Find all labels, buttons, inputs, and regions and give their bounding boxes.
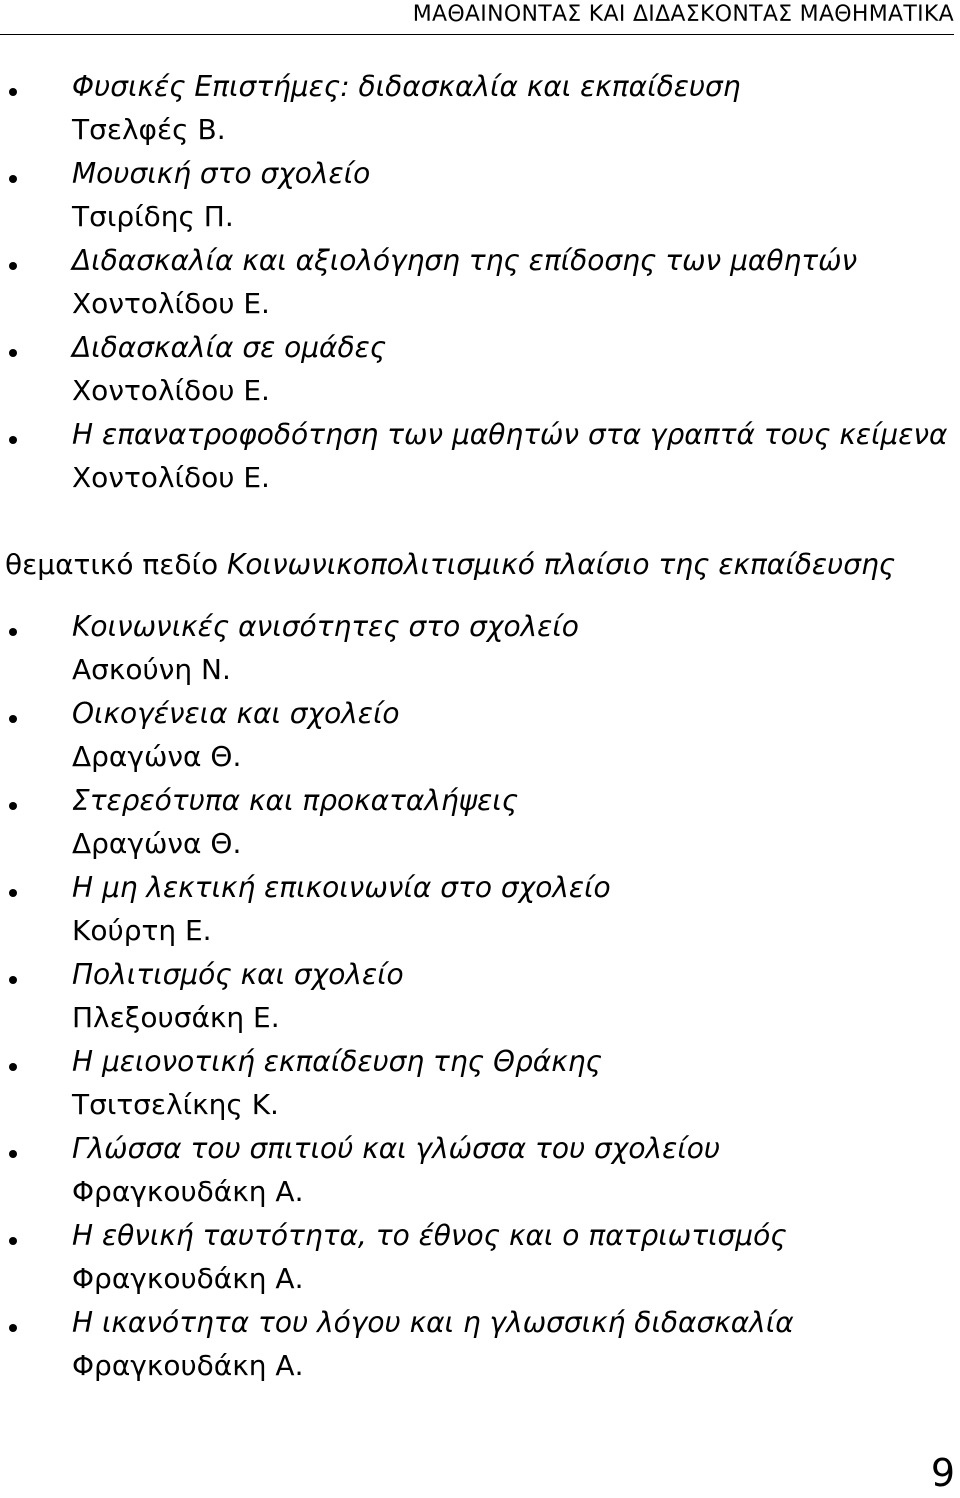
item-title: Οικογένεια και σχολείο bbox=[72, 697, 400, 730]
item-author: Χοντολίδου Ε. bbox=[72, 374, 270, 407]
item-title: Διδασκαλία και αξιολόγηση της επίδοσης των μαθητών bbox=[72, 244, 858, 277]
item-title: Η μειονοτική εκπαίδευση της Θράκης bbox=[72, 1045, 602, 1078]
item-author: Φραγκουδάκη Α. bbox=[72, 1349, 304, 1382]
bullet-icon bbox=[9, 1237, 17, 1245]
item-title: Γλώσσα του σπιτιού και γλώσσα του σχολείου bbox=[72, 1132, 721, 1165]
list-item bbox=[0, 779, 960, 869]
running-header bbox=[0, 0, 954, 35]
list-item bbox=[0, 866, 960, 956]
item-title: Η εθνική ταυτότητα, το έθνος και ο πατριωτισμός bbox=[72, 1219, 787, 1252]
item-title: Φυσικές Επιστήμες: διδασκαλία και εκπαίδευση bbox=[72, 70, 741, 103]
item-author: Φραγκουδάκη Α. bbox=[72, 1262, 304, 1295]
item-author: Τσελφές Β. bbox=[72, 113, 226, 146]
item-author: Ασκούνη Ν. bbox=[72, 653, 231, 686]
item-title: Μουσική στο σχολείο bbox=[72, 157, 371, 190]
list-item bbox=[0, 152, 960, 242]
item-author: Πλεξουσάκη Ε. bbox=[72, 1001, 280, 1034]
list-item bbox=[0, 326, 960, 416]
bullet-icon bbox=[9, 976, 17, 984]
bullet-icon bbox=[9, 889, 17, 897]
header-title: ΜΑΘΑΙΝΟΝΤΑΣ ΚΑΙ ΔΙΔΑΣΚΟΝΤΑΣ ΜΑΘΗΜΑΤΙΚΑ bbox=[412, 2, 954, 27]
bullet-icon bbox=[9, 628, 17, 636]
item-author: Χοντολίδου Ε. bbox=[72, 461, 270, 494]
item-author: Κούρτη Ε. bbox=[72, 914, 212, 947]
bullet-icon bbox=[9, 436, 17, 444]
list-item bbox=[0, 413, 960, 503]
item-author: Τσιτσελίκης Κ. bbox=[72, 1088, 279, 1121]
item-title: Πολιτισμός και σχολείο bbox=[72, 958, 404, 991]
bullet-icon bbox=[9, 175, 17, 183]
list-item bbox=[0, 1301, 960, 1391]
item-title: Η μη λεκτική επικοινωνία στο σχολείο bbox=[72, 871, 611, 904]
item-title: Η ικανότητα του λόγου και η γλωσσική διδασκαλία bbox=[72, 1306, 794, 1339]
section-prefix: θεματικό πεδίο bbox=[5, 548, 228, 581]
list-item bbox=[0, 1040, 960, 1130]
item-title: Κοινωνικές ανισότητες στο σχολείο bbox=[72, 610, 579, 643]
list-item bbox=[0, 239, 960, 329]
item-title: Στερεότυπα και προκαταλήψεις bbox=[72, 784, 519, 817]
list-item bbox=[0, 1214, 960, 1304]
item-author: Δραγώνα Θ. bbox=[72, 740, 242, 773]
bullet-icon bbox=[9, 1324, 17, 1332]
bullet-icon bbox=[9, 1150, 17, 1158]
bullet-icon bbox=[9, 715, 17, 723]
page-number: 9 bbox=[930, 1451, 955, 1495]
item-author: Χοντολίδου Ε. bbox=[72, 287, 270, 320]
list-item bbox=[0, 953, 960, 1043]
list-item bbox=[0, 605, 960, 695]
bullet-icon bbox=[9, 262, 17, 270]
item-author: Δραγώνα Θ. bbox=[72, 827, 242, 860]
section-title: Κοινωνικοπολιτισμικό πλαίσιο της εκπαίδευσης bbox=[227, 548, 896, 581]
bullet-icon bbox=[9, 802, 17, 810]
item-author: Τσιρίδης Π. bbox=[72, 200, 234, 233]
bullet-icon bbox=[9, 88, 17, 96]
item-author: Φραγκουδάκη Α. bbox=[72, 1175, 304, 1208]
list-item bbox=[0, 692, 960, 782]
bullet-icon bbox=[9, 1063, 17, 1071]
section-heading bbox=[5, 543, 895, 586]
bullet-icon bbox=[9, 349, 17, 357]
item-title: Διδασκαλία σε ομάδες bbox=[72, 331, 387, 364]
list-item bbox=[0, 1127, 960, 1217]
item-title: Η επανατροφοδότηση των μαθητών στα γραπτά τους κείμενα bbox=[72, 418, 948, 451]
list-item bbox=[0, 65, 960, 155]
